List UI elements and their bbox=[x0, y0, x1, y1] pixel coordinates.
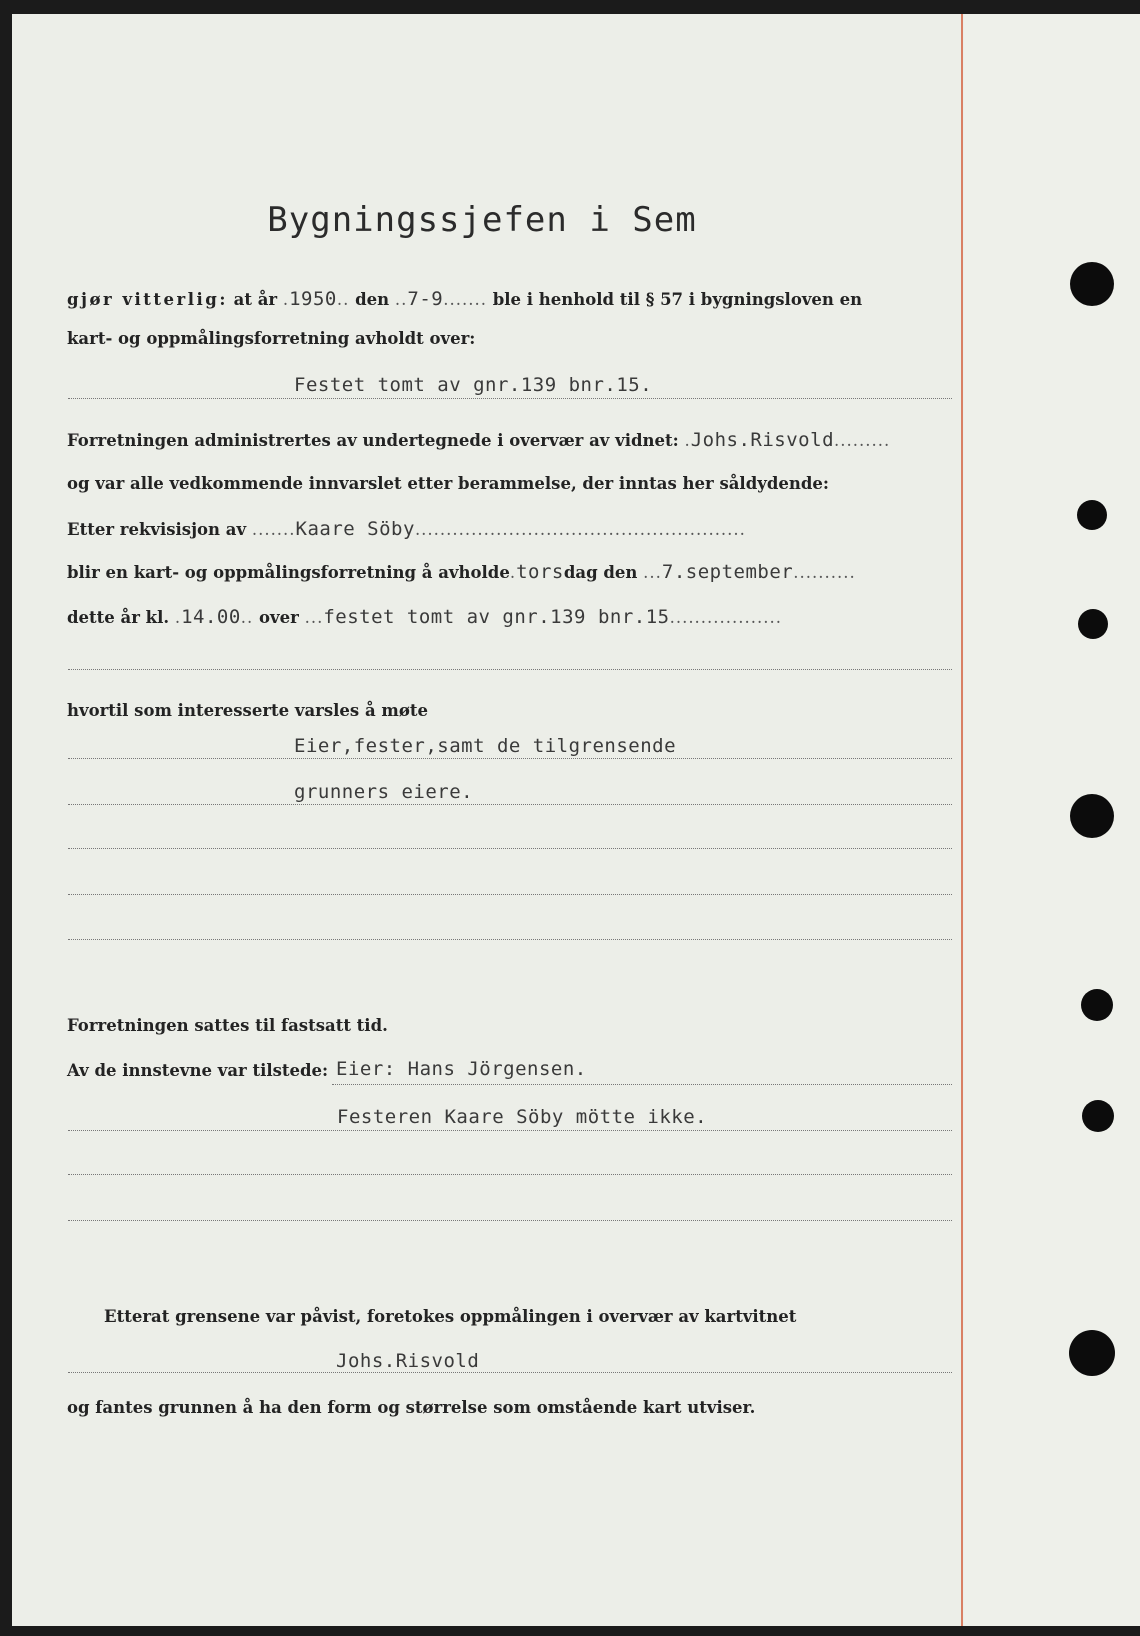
meeting-day-value: tors bbox=[516, 561, 564, 583]
form-rule bbox=[68, 669, 952, 670]
requisition-label: Etter rekvisisjon av bbox=[67, 520, 247, 539]
form-rule bbox=[68, 804, 952, 805]
punch-hole bbox=[1082, 1100, 1114, 1132]
document-page bbox=[12, 14, 1140, 1626]
requisition-value: Kaare Söby bbox=[295, 518, 415, 540]
witness-label: Forretningen administrertes av undertegnede i overvær av vidnet: bbox=[67, 431, 679, 450]
property-value: Festet tomt av gnr.139 bnr.15. bbox=[294, 374, 653, 396]
meeting-label: blir en kart- og oppmålingsforretning å avholde bbox=[67, 563, 510, 582]
form-rule bbox=[332, 1084, 952, 1085]
over-value: festet tomt av gnr.139 bnr.15 bbox=[323, 606, 670, 628]
form-rule bbox=[68, 1220, 952, 1221]
meeting-line: blir en kart- og oppmålingsforretning å avholde.torsdag den ...7.september.......... bbox=[67, 561, 856, 583]
measurement-text: Etterat grensene var påvist, foretokes oppmålingen i overvær av kartvitnet bbox=[104, 1307, 797, 1326]
time-line: dette år kl. .14.00.. over ...festet tomt av gnr.139 bnr.15.................. bbox=[67, 606, 782, 628]
requisition-line: Etter rekvisisjon av .......Kaare Söby..................................................... bbox=[67, 518, 746, 540]
witness-line: Forretningen administrertes av undertegnede i overvær av vidnet: .Johs.Risvold......... bbox=[67, 429, 891, 451]
present-label: Av de innstevne var tilstede: bbox=[67, 1061, 329, 1080]
scheduled-text: Forretningen sattes til fastsatt tid. bbox=[67, 1016, 388, 1035]
summon-line-1: Eier,fester,samt de tilgrensende bbox=[294, 735, 677, 757]
form-rule bbox=[68, 758, 952, 759]
over-label: over bbox=[259, 608, 299, 627]
legal-reference: ble i henhold til § 57 i bygningsloven en bbox=[492, 290, 863, 309]
certification-prefix: gjør vitterlig: bbox=[67, 290, 228, 309]
day-date-label: dag den bbox=[563, 563, 638, 582]
punch-hole bbox=[1070, 262, 1114, 306]
survey-intro: kart- og oppmålingsforretning avholdt over: bbox=[67, 329, 476, 348]
document-title: Bygningssjefen i Sem bbox=[267, 200, 697, 240]
at-year-label: at år bbox=[233, 290, 278, 309]
meeting-date-value: 7.september bbox=[661, 561, 794, 583]
form-rule bbox=[68, 1174, 952, 1175]
summon-line-2: grunners eiere. bbox=[294, 781, 474, 803]
certification-line: gjør vitterlig: at år .1950.. den ..7-9....... ble i henhold til § 57 i bygningsloven en bbox=[67, 288, 863, 310]
punch-hole bbox=[1069, 1330, 1115, 1376]
punch-hole bbox=[1070, 794, 1114, 838]
present-line-2: Festeren Kaare Söby mötte ikke. bbox=[337, 1106, 708, 1128]
present-line-1: Eier: Hans Jörgensen. bbox=[336, 1058, 587, 1080]
form-rule bbox=[68, 1372, 952, 1373]
closing-text: og fantes grunnen å ha den form og størrelse som omstående kart utviser. bbox=[67, 1398, 756, 1417]
form-rule bbox=[68, 848, 952, 849]
time-value: 14.00 bbox=[181, 606, 241, 628]
witness-value: Johs.Risvold bbox=[690, 429, 835, 451]
form-rule bbox=[68, 1130, 952, 1131]
date-label: den bbox=[355, 290, 390, 309]
form-rule bbox=[68, 894, 952, 895]
time-label: dette år kl. bbox=[67, 608, 170, 627]
summon-label: hvortil som interesserte varsles å møte bbox=[67, 701, 428, 720]
margin-rule bbox=[961, 14, 963, 1626]
form-rule bbox=[68, 939, 952, 940]
punch-hole bbox=[1081, 989, 1113, 1021]
map-witness-value: Johs.Risvold bbox=[336, 1350, 480, 1372]
notice-text: og var alle vedkommende innvarslet etter berammelse, der inntas her såldydende: bbox=[67, 474, 829, 493]
date-value: 7-9 bbox=[407, 288, 444, 310]
punch-hole bbox=[1077, 500, 1107, 530]
form-rule bbox=[68, 398, 952, 399]
punch-hole bbox=[1078, 609, 1108, 639]
year-value: 1950 bbox=[289, 288, 337, 310]
present-line bbox=[67, 1061, 328, 1080]
